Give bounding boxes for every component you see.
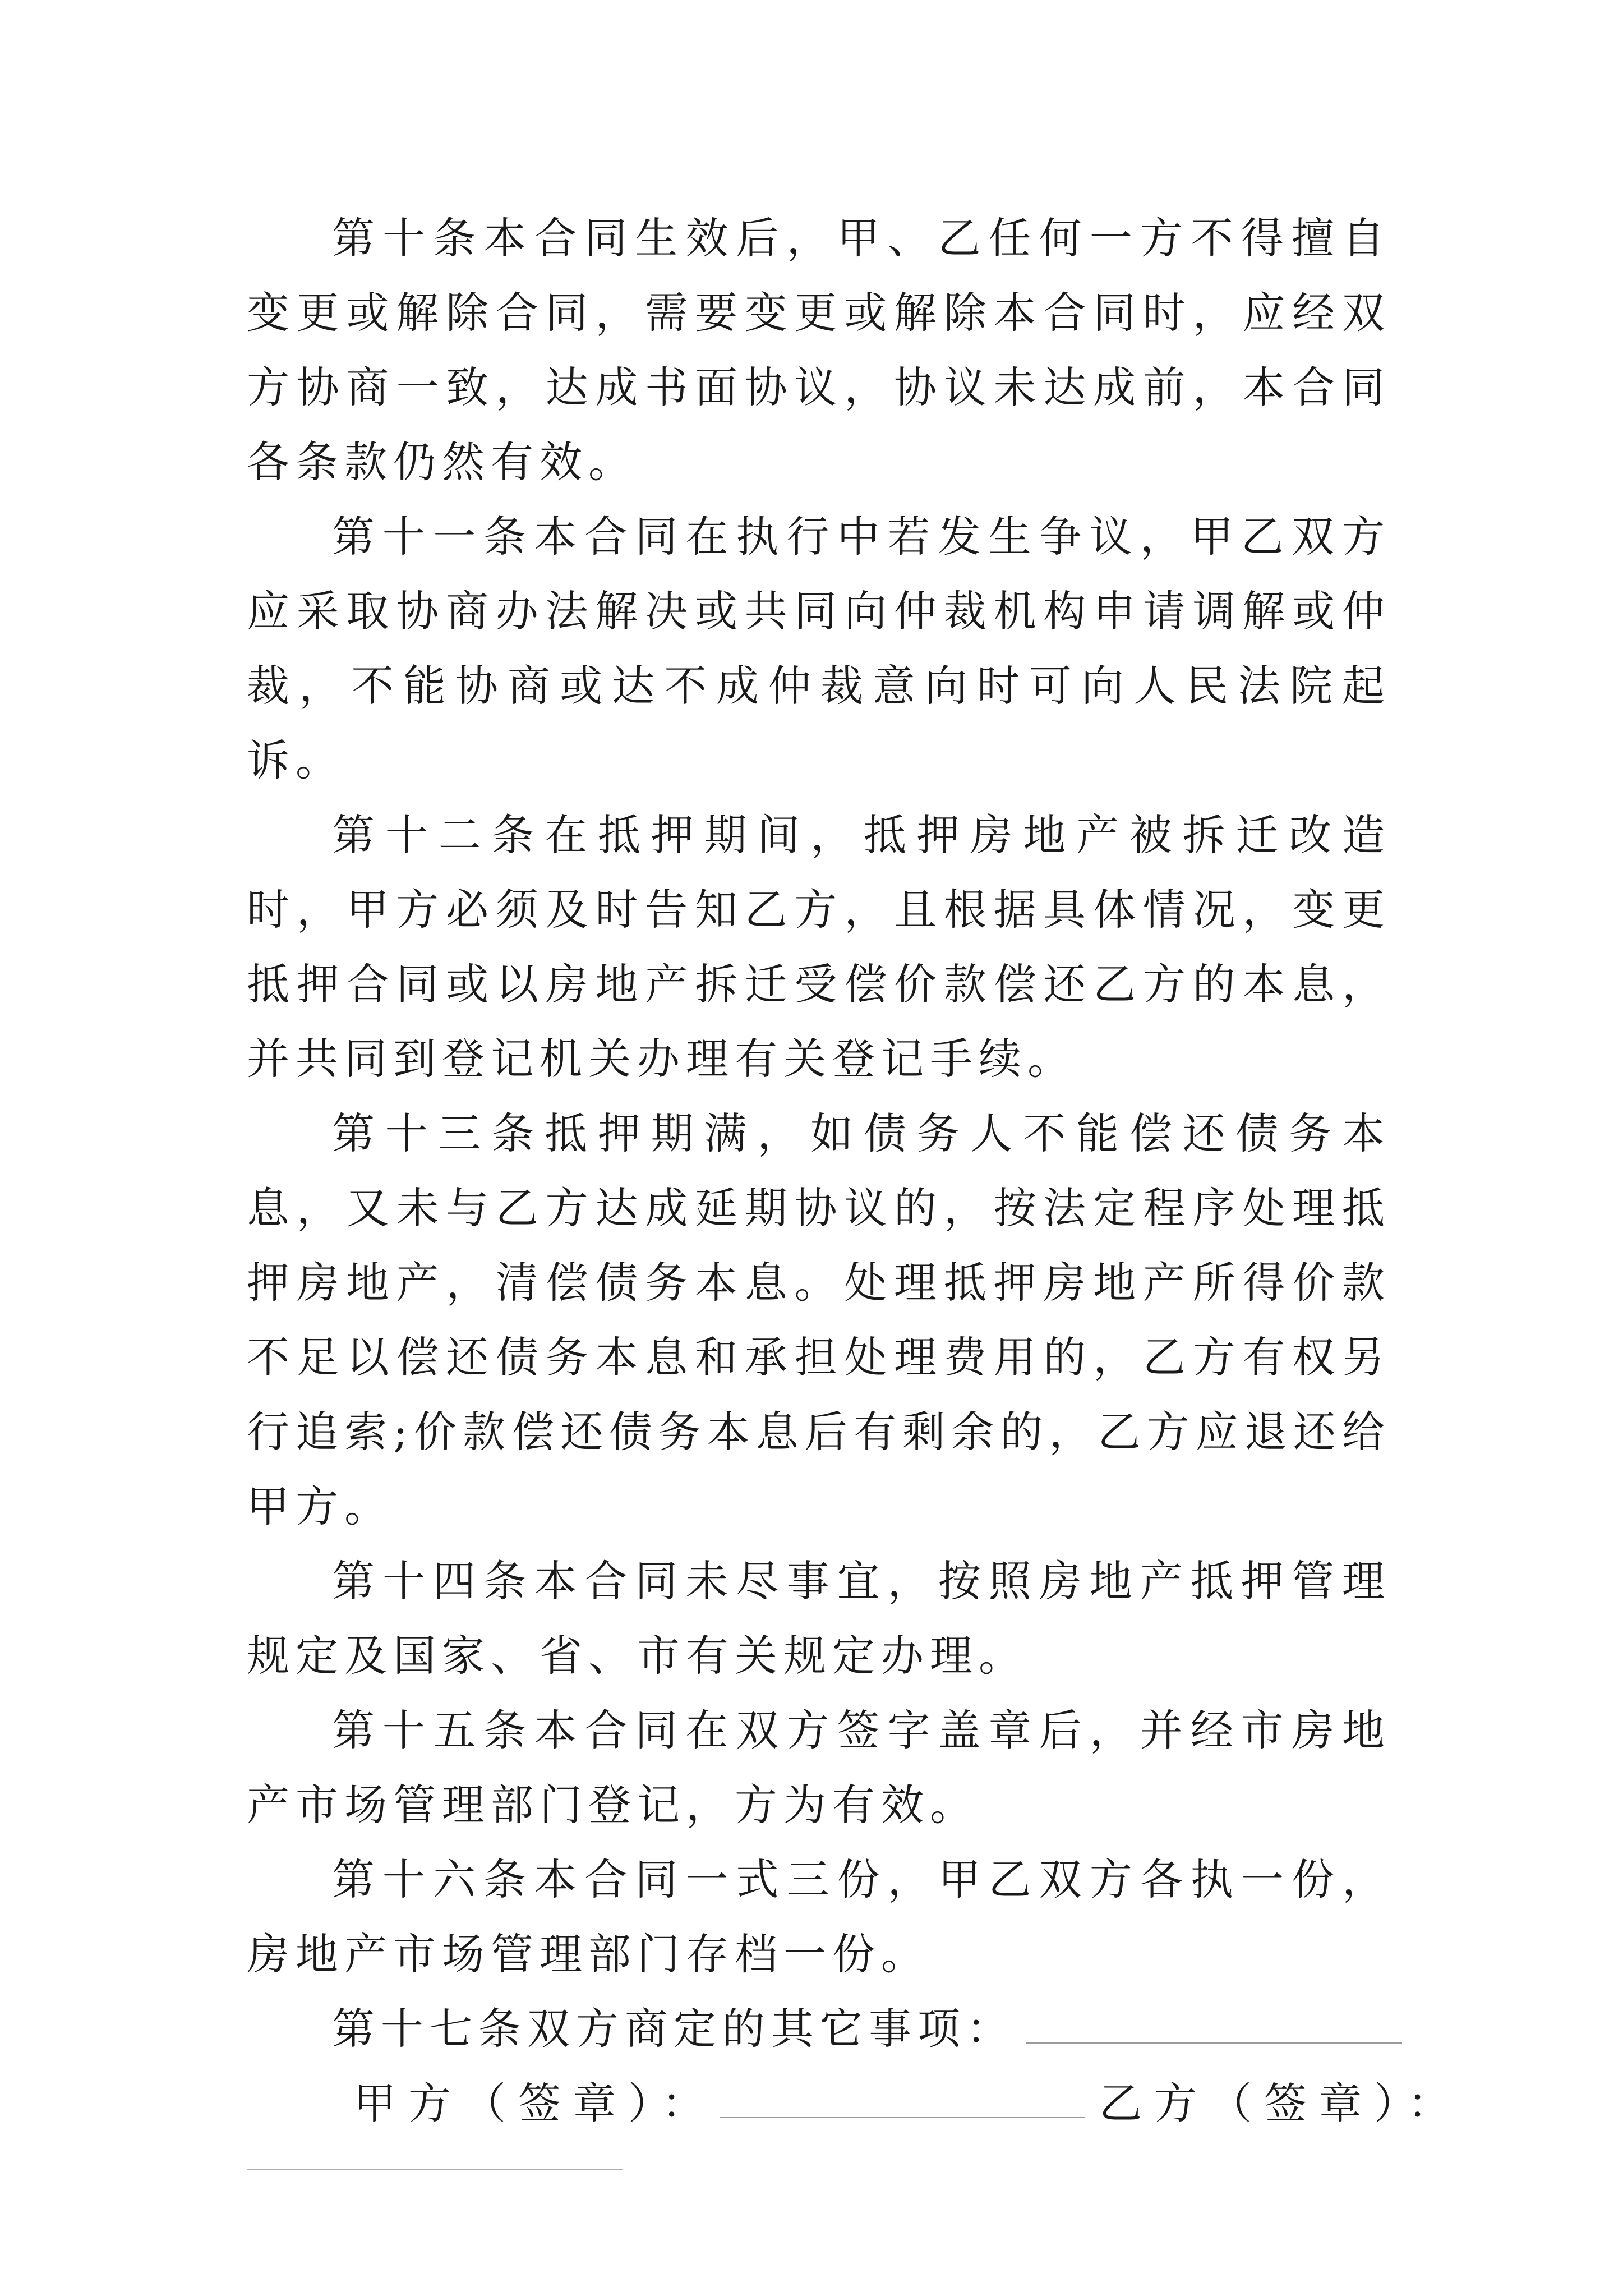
clause-10: 第十条本合同生效后，甲、乙任何一方不得擅自变更或解除合同，需要变更或解除本合同时，应经双方协商一致，达成书面协议，协议未达成前，本合同各条款仍然有效。	[247, 213, 1391, 487]
clause-11: 第十一条本合同在执行中若发生争议，甲乙双方应采取协商办法解决或共同向仲裁机构申请调解或仲裁，不能协商或达不成仲裁意向时可向人民法院起诉。	[247, 512, 1391, 785]
clause-17	[247, 1991, 1391, 2066]
contract-body	[247, 201, 1463, 2215]
clause-15: 第十五条本合同在双方签字盖章后，并经市房地产市场管理部门登记，方为有效。	[247, 1705, 1391, 1830]
clause-14: 第十四条本合同未尽事宜，按照房地产抵押管理规定及国家、省、市有关规定办理。	[247, 1556, 1391, 1681]
party-a-signature-blank	[720, 2106, 1085, 2118]
clause-12: 第十二条在抵押期间，抵押房地产被拆迁改造时，甲方必须及时告知乙方，且根据具体情况，变更抵押合同或以房地产拆迁受偿价款偿还乙方的本息，并共同到登记机关办理有关登记手续。	[247, 810, 1391, 1084]
party-b-signature-label: 乙方（签章）：	[1099, 2078, 1463, 2128]
other-matters-blank	[1026, 2031, 1402, 2044]
signature-row	[247, 2066, 1463, 2141]
clause-16: 第十六条本合同一式三份，甲乙双方各执一份，房地产市场管理部门存档一份。	[247, 1855, 1391, 1979]
party-b-signature-line	[247, 2141, 1391, 2215]
clause-13: 第十三条抵押期满，如债务人不能偿还债务本息，又未与乙方达成延期协议的，按法定程序处理抵押房地产，清偿债务本息。处理抵押房地产所得价款不足以偿还债务本息和承担处理费用的，乙方有权另行追索;价款偿还债务本息后有剩余的，乙方应退还给甲方。	[247, 1108, 1391, 1531]
other-matters-label: 第十七条双方商定的其它事项：	[332, 2004, 1015, 2054]
party-a-signature-label: 甲方（签章）：	[353, 2078, 717, 2128]
party-b-signature-blank	[247, 2169, 623, 2170]
